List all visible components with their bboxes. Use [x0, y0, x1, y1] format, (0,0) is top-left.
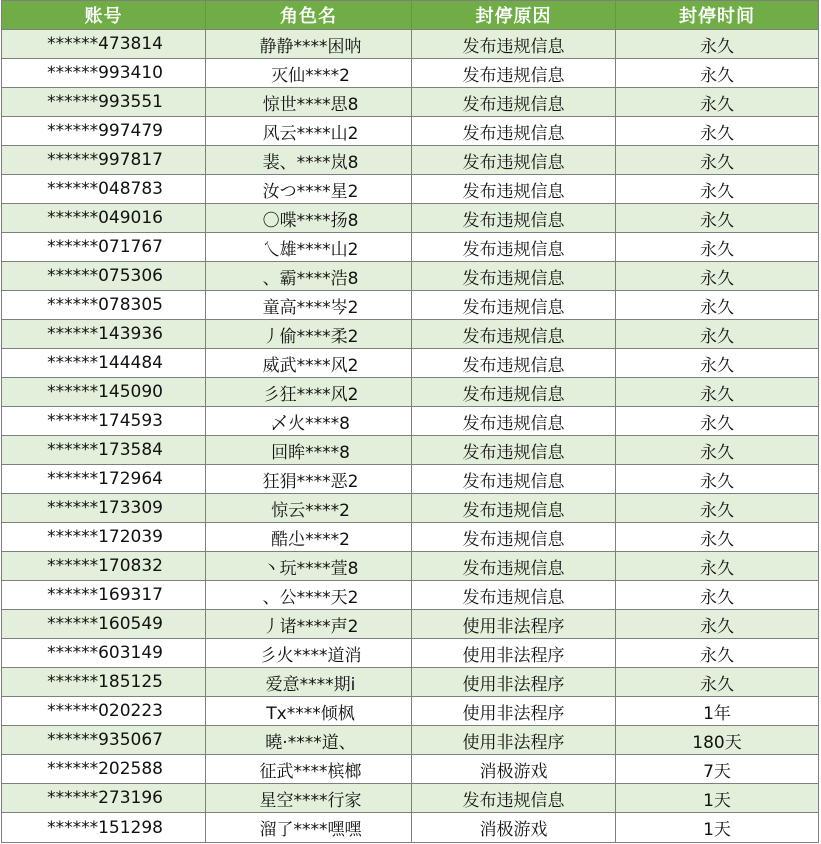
ban-reason-cell: 发布违规信息 — [412, 494, 616, 523]
table-row — [2, 233, 819, 262]
header-ban-duration: 封停时间 — [616, 1, 819, 30]
ban-reason-cell: 使用非法程序 — [412, 610, 616, 639]
account-cell: ******049016 — [2, 204, 206, 233]
account-cell: ******993410 — [2, 59, 206, 88]
role-name-cell: 丿偷****柔2 — [206, 320, 412, 349]
header-account: 账号 — [2, 1, 206, 30]
account-cell: ******172964 — [2, 465, 206, 494]
role-name-cell: 裴、****岚8 — [206, 146, 412, 175]
ban-duration-cell: 永久 — [616, 262, 819, 291]
role-name-cell: Tx****倾枫 — [206, 697, 412, 726]
table-row — [2, 349, 819, 378]
table-row — [2, 204, 819, 233]
ban-reason-cell: 发布违规信息 — [412, 146, 616, 175]
table-row — [2, 88, 819, 117]
ban-duration-cell: 永久 — [616, 88, 819, 117]
role-name-cell: 曉·****道、 — [206, 726, 412, 755]
table-row — [2, 668, 819, 697]
table-row — [2, 378, 819, 407]
ban-duration-cell: 永久 — [616, 349, 819, 378]
ban-duration-cell: 永久 — [616, 30, 819, 59]
role-name-cell: 惊云****2 — [206, 494, 412, 523]
table-row — [2, 813, 819, 843]
ban-duration-cell: 永久 — [616, 465, 819, 494]
header-role-name: 角色名 — [206, 1, 412, 30]
ban-duration-cell: 1天 — [616, 813, 819, 843]
role-name-cell: 静静****困呐 — [206, 30, 412, 59]
ban-duration-cell: 永久 — [616, 581, 819, 610]
table-row — [2, 523, 819, 552]
account-cell: ******202588 — [2, 755, 206, 784]
role-name-cell: 〇喋****扬8 — [206, 204, 412, 233]
ban-reason-cell: 发布违规信息 — [412, 465, 616, 494]
table-row — [2, 726, 819, 755]
role-name-cell: 、霸****浩8 — [206, 262, 412, 291]
ban-duration-cell: 永久 — [616, 204, 819, 233]
ban-reason-cell: 发布违规信息 — [412, 262, 616, 291]
ban-duration-cell: 永久 — [616, 494, 819, 523]
ban-duration-cell: 永久 — [616, 117, 819, 146]
account-cell: ******075306 — [2, 262, 206, 291]
table-row — [2, 262, 819, 291]
ban-reason-cell: 使用非法程序 — [412, 668, 616, 697]
role-name-cell: 狂狷****恶2 — [206, 465, 412, 494]
ban-duration-cell: 永久 — [616, 291, 819, 320]
ban-reason-cell: 发布违规信息 — [412, 378, 616, 407]
role-name-cell: 童高****岑2 — [206, 291, 412, 320]
header-ban-reason: 封停原因 — [412, 1, 616, 30]
ban-reason-cell: 发布违规信息 — [412, 552, 616, 581]
account-cell: ******170832 — [2, 552, 206, 581]
ban-reason-cell: 发布违规信息 — [412, 320, 616, 349]
account-cell: ******172039 — [2, 523, 206, 552]
table-row — [2, 59, 819, 88]
ban-reason-cell: 消极游戏 — [412, 813, 616, 843]
table-row — [2, 755, 819, 784]
ban-reason-cell: 消极游戏 — [412, 755, 616, 784]
ban-reason-cell: 发布违规信息 — [412, 233, 616, 262]
role-name-cell: 酷尐****2 — [206, 523, 412, 552]
ban-reason-cell: 使用非法程序 — [412, 726, 616, 755]
table-row — [2, 30, 819, 59]
role-name-cell: 丿诸****声2 — [206, 610, 412, 639]
ban-reason-cell: 发布违规信息 — [412, 59, 616, 88]
header-row — [2, 1, 819, 30]
table-row — [2, 291, 819, 320]
ban-duration-cell: 180天 — [616, 726, 819, 755]
ban-duration-cell: 永久 — [616, 175, 819, 204]
account-cell: ******020223 — [2, 697, 206, 726]
ban-duration-cell: 1天 — [616, 784, 819, 813]
account-cell: ******174593 — [2, 407, 206, 436]
account-cell: ******273196 — [2, 784, 206, 813]
table-row — [2, 175, 819, 204]
ban-reason-cell: 使用非法程序 — [412, 639, 616, 668]
table-row — [2, 117, 819, 146]
account-cell: ******160549 — [2, 610, 206, 639]
role-name-cell: 、公****天2 — [206, 581, 412, 610]
account-cell: ******603149 — [2, 639, 206, 668]
table-row — [2, 610, 819, 639]
account-cell: ******144484 — [2, 349, 206, 378]
ban-reason-cell: 发布违规信息 — [412, 407, 616, 436]
role-name-cell: 风云****山2 — [206, 117, 412, 146]
ban-duration-cell: 永久 — [616, 436, 819, 465]
role-name-cell: 回眸****8 — [206, 436, 412, 465]
role-name-cell: 溜了****嘿嘿 — [206, 813, 412, 843]
ban-reason-cell: 发布违规信息 — [412, 291, 616, 320]
account-cell: ******997479 — [2, 117, 206, 146]
account-cell: ******997817 — [2, 146, 206, 175]
account-cell: ******071767 — [2, 233, 206, 262]
account-cell: ******048783 — [2, 175, 206, 204]
role-name-cell: 丶玩****萱8 — [206, 552, 412, 581]
ban-duration-cell: 永久 — [616, 378, 819, 407]
table-row — [2, 697, 819, 726]
ban-duration-cell: 1年 — [616, 697, 819, 726]
account-cell: ******185125 — [2, 668, 206, 697]
ban-duration-cell: 永久 — [616, 610, 819, 639]
table-row — [2, 581, 819, 610]
role-name-cell: 彡火****道消 — [206, 639, 412, 668]
table-body — [2, 30, 819, 843]
role-name-cell: 爱意****期i — [206, 668, 412, 697]
table-row — [2, 784, 819, 813]
table-row — [2, 639, 819, 668]
role-name-cell: 乀雄****山2 — [206, 233, 412, 262]
ban-reason-cell: 发布违规信息 — [412, 117, 616, 146]
ban-reason-cell: 发布违规信息 — [412, 88, 616, 117]
ban-reason-cell: 发布违规信息 — [412, 349, 616, 378]
table-row — [2, 552, 819, 581]
table-row — [2, 320, 819, 349]
role-name-cell: 星空****行家 — [206, 784, 412, 813]
table-header — [2, 1, 819, 30]
account-cell: ******473814 — [2, 30, 206, 59]
ban-reason-cell: 发布违规信息 — [412, 204, 616, 233]
account-cell: ******993551 — [2, 88, 206, 117]
table-row — [2, 465, 819, 494]
account-cell: ******078305 — [2, 291, 206, 320]
ban-duration-cell: 永久 — [616, 523, 819, 552]
role-name-cell: 彡狂****风2 — [206, 378, 412, 407]
ban-reason-cell: 使用非法程序 — [412, 697, 616, 726]
ban-duration-cell: 永久 — [616, 552, 819, 581]
account-cell: ******173309 — [2, 494, 206, 523]
account-cell: ******169317 — [2, 581, 206, 610]
ban-reason-cell: 发布违规信息 — [412, 436, 616, 465]
account-cell: ******145090 — [2, 378, 206, 407]
ban-duration-cell: 永久 — [616, 320, 819, 349]
ban-reason-cell: 发布违规信息 — [412, 30, 616, 59]
role-name-cell: 惊世****思8 — [206, 88, 412, 117]
table-row — [2, 407, 819, 436]
ban-duration-cell: 永久 — [616, 59, 819, 88]
role-name-cell: 汝つ****星2 — [206, 175, 412, 204]
ban-duration-cell: 永久 — [616, 668, 819, 697]
ban-duration-cell: 永久 — [616, 639, 819, 668]
account-cell: ******173584 — [2, 436, 206, 465]
ban-list-table — [1, 0, 819, 843]
role-name-cell: 征武****槟榔 — [206, 755, 412, 784]
ban-duration-cell: 永久 — [616, 146, 819, 175]
account-cell: ******151298 — [2, 813, 206, 843]
role-name-cell: 乄火****8 — [206, 407, 412, 436]
role-name-cell: 灭仙****2 — [206, 59, 412, 88]
table-row — [2, 146, 819, 175]
ban-reason-cell: 发布违规信息 — [412, 784, 616, 813]
table-row — [2, 494, 819, 523]
account-cell: ******935067 — [2, 726, 206, 755]
role-name-cell: 威武****风2 — [206, 349, 412, 378]
ban-duration-cell: 7天 — [616, 755, 819, 784]
ban-reason-cell: 发布违规信息 — [412, 175, 616, 204]
ban-duration-cell: 永久 — [616, 233, 819, 262]
account-cell: ******143936 — [2, 320, 206, 349]
ban-reason-cell: 发布违规信息 — [412, 523, 616, 552]
table-row — [2, 436, 819, 465]
ban-duration-cell: 永久 — [616, 407, 819, 436]
ban-reason-cell: 发布违规信息 — [412, 581, 616, 610]
